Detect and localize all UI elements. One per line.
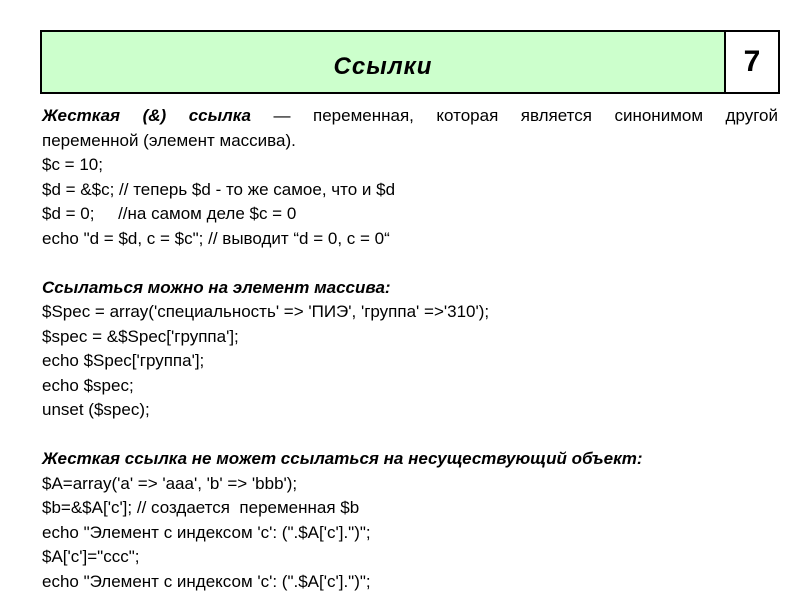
code-line: $b=&$A['c']; // создается переменная $b (42, 498, 360, 517)
spacer (42, 251, 778, 276)
code-line: $d = &$c; // теперь $d - то же самое, что и $d (42, 179, 396, 199)
slide-title: Ссылки (333, 53, 433, 80)
code-line: $A=array('a' => 'aaa', 'b' => 'bbb'); (42, 473, 298, 493)
definition-text: — переменная, которая является синонимом другой (250, 106, 779, 125)
code-line: $d = 0; //на самом деле $c = 0 (42, 204, 297, 223)
code-line: $Spec = array('специальность' => 'ПИЭ', 'группа' =>'310'); (42, 302, 490, 321)
slide-content (42, 104, 778, 594)
section-heading-array-reference: Ссылаться можно на элемент массива: (42, 277, 391, 297)
definition-line-2: переменной (элемент массива). (42, 130, 296, 150)
slide-number: 7 (743, 45, 761, 78)
section-heading-nonexistent-object: Жесткая ссылка не может ссылаться на несуществующий объект: (42, 449, 643, 468)
code-line: unset ($spec); (42, 400, 150, 419)
code-line: $spec = &$Spec['группа']; (42, 326, 239, 346)
slide-header (40, 30, 780, 94)
spacer (42, 423, 778, 448)
code-line: echo $Spec['группа']; (42, 351, 205, 370)
code-line: $A['c']="ccc"; (42, 547, 140, 566)
slide-number-box (726, 32, 778, 92)
definition-term: Жесткая (&) ссылка (42, 106, 251, 125)
code-line: echo "Элемент с индексом 'с': (".$A['c'].")"; (42, 522, 371, 542)
code-line: echo "d = $d, c = $c"; // выводит “d = 0, c = 0“ (42, 228, 390, 248)
code-line: $c = 10; (42, 155, 103, 174)
title-box (42, 32, 726, 92)
code-line: echo "Элемент с индексом 'с': (".$A['c'].")"; (42, 571, 371, 591)
definition-line-1 (42, 104, 778, 129)
code-line: echo $spec; (42, 375, 134, 395)
